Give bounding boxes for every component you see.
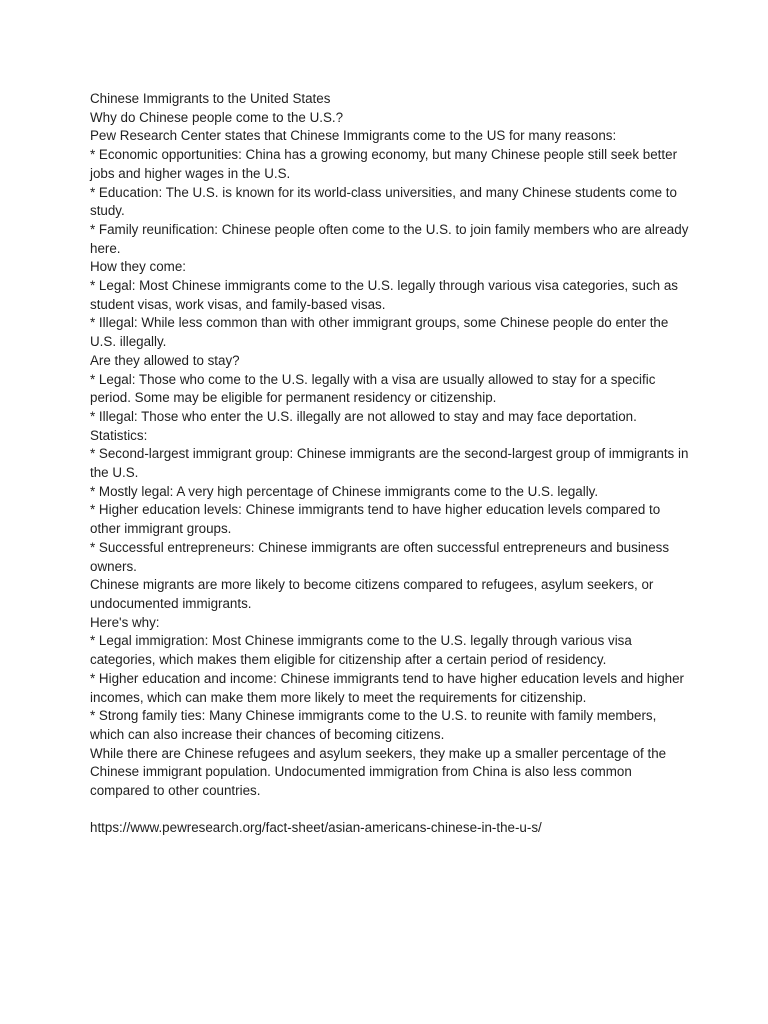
bullet-family-reunification: * Family reunification: Chinese people often come to the U.S. to join family members who are already here. — [90, 221, 689, 256]
document-body — [90, 90, 690, 838]
source-url-link[interactable]: https://www.pewresearch.org/fact-sheet/asian-americans-chinese-in-the-u-s/ — [90, 820, 542, 836]
bullet-illegal-entry: * Illegal: While less common than with other immigrant groups, some Chinese people do enter the U.S. illegally. — [90, 315, 669, 350]
refugees-paragraph: While there are Chinese refugees and asylum seekers, they make up a smaller percentage of the Chinese immigrant population. Undocumented immigration from China is also less common compared to other countries. — [90, 745, 667, 799]
bullet-education: * Education: The U.S. is known for its world-class universities, and many Chinese students come to study. — [90, 184, 677, 219]
intro-paragraph: Pew Research Center states that Chinese Immigrants come to the US for many reasons: — [90, 128, 617, 144]
bullet-legal-entry: * Legal: Most Chinese immigrants come to the U.S. legally through various visa categories, such as student visas, work visas, and family-based visas. — [90, 278, 678, 312]
document-title: Chinese Immigrants to the United States — [90, 91, 331, 106]
citizenship-paragraph: Chinese migrants are more likely to become citizens compared to refugees, asylum seekers, or undocumented immigrants. — [90, 577, 654, 611]
blank-line — [90, 801, 690, 820]
section-heading-stay: Are they allowed to stay? — [90, 352, 240, 368]
bullet-higher-education: * Higher education levels: Chinese immigrants tend to have higher education levels compared to other immigrant groups. — [90, 502, 661, 537]
bullet-legal-immigration: * Legal immigration: Most Chinese immigrants come to the U.S. legally through various visa categories, which makes them eligible for citizenship after a certain period of residency. — [90, 633, 632, 668]
section-heading-heres-why: Here's why: — [90, 614, 160, 630]
bullet-illegal-stay: * Illegal: Those who enter the U.S. illegally are not allowed to stay and may face deportation. — [90, 408, 637, 424]
bullet-mostly-legal: * Mostly legal: A very high percentage of Chinese immigrants come to the U.S. legally. — [90, 483, 599, 499]
bullet-entrepreneurs: * Successful entrepreneurs: Chinese immigrants are often successful entrepreneurs and business owners. — [90, 539, 670, 574]
bullet-economic: * Economic opportunities: China has a growing economy, but many Chinese people still seek better jobs and higher wages in the U.S. — [90, 147, 678, 181]
section-heading-how: How they come: — [90, 259, 187, 275]
bullet-legal-stay: * Legal: Those who come to the U.S. legally with a visa are usually allowed to stay for a specific period. Some may be eligible for permanent residency or citizenship. — [90, 371, 656, 406]
question-heading-why: Why do Chinese people come to the U.S.? — [90, 109, 344, 125]
bullet-education-income: * Higher education and income: Chinese immigrants tend to have higher education levels and higher incomes, which can make them more likely to meet the requirements for citizenship. — [90, 670, 685, 705]
section-heading-statistics: Statistics: — [90, 427, 148, 443]
bullet-family-ties: * Strong family ties: Many Chinese immigrants come to the U.S. to reunite with family members, which can also increase their chances of becoming citizens. — [90, 708, 657, 742]
bullet-second-largest: * Second-largest immigrant group: Chinese immigrants are the second-largest group of immigrants in the U.S. — [90, 446, 689, 481]
